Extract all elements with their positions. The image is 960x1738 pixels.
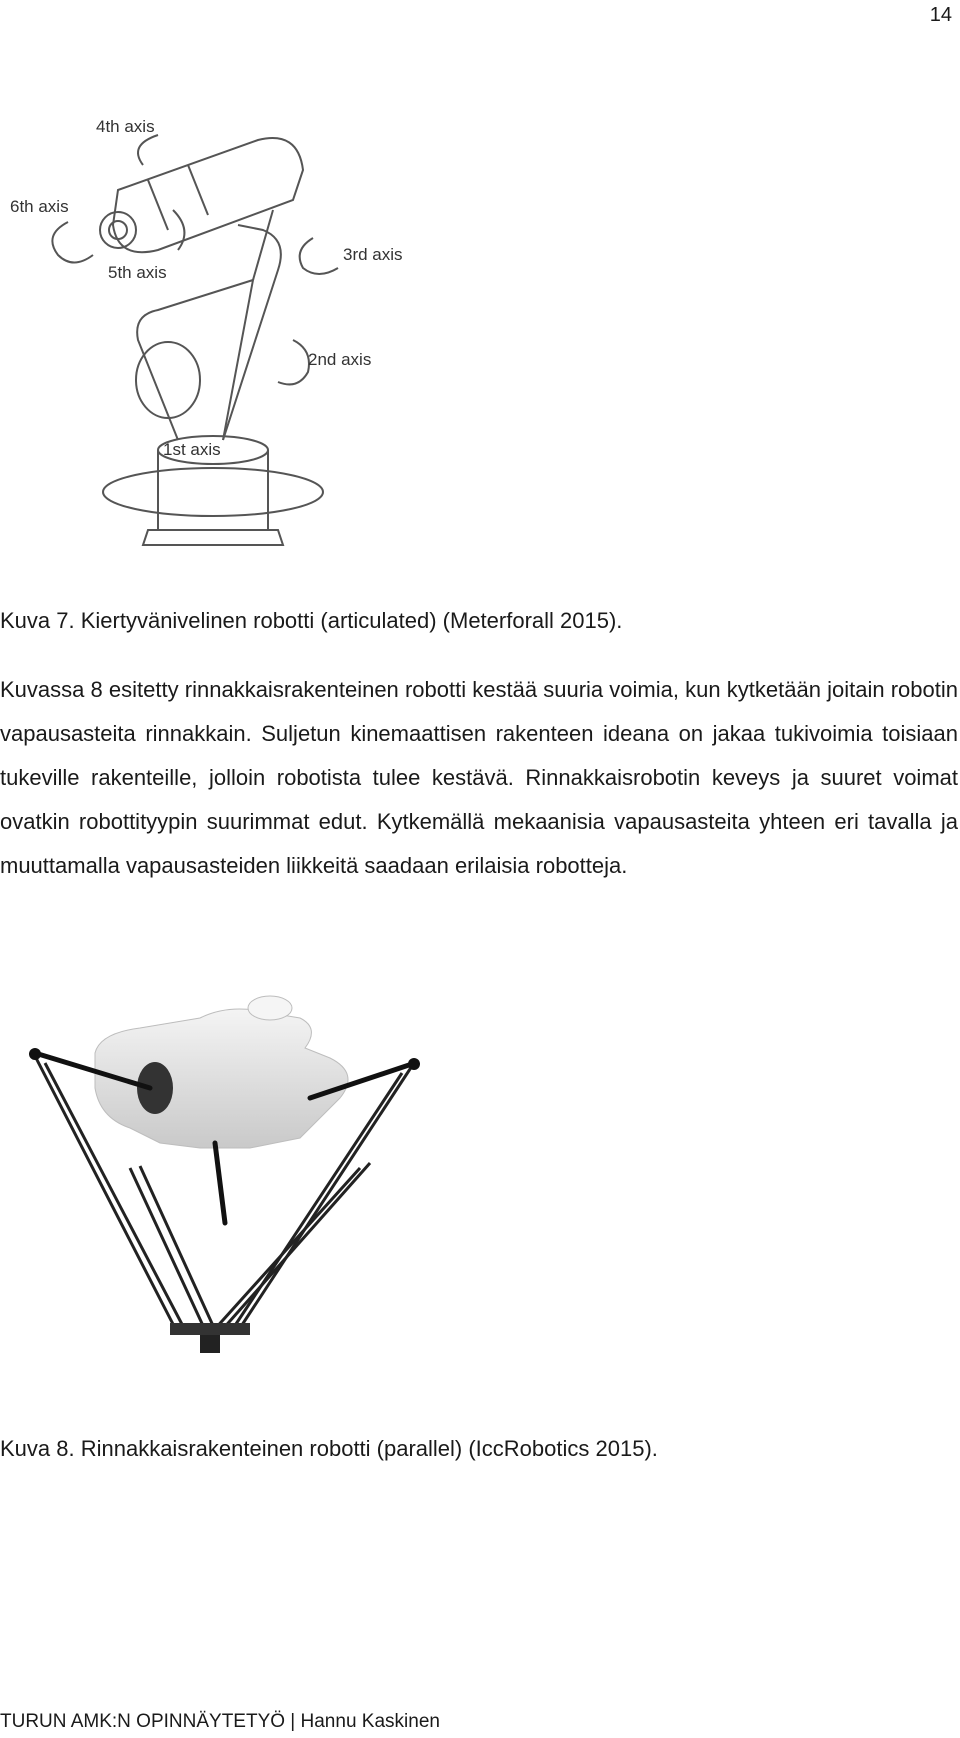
axis-label-3rd: 3rd axis (343, 245, 403, 264)
figure-7-caption: Kuva 7. Kiertyvänivelinen robotti (articulated) (Meterforall 2015). (0, 608, 623, 633)
axis-label-2nd: 2nd axis (308, 350, 372, 369)
axis-label-4th: 4th axis (96, 120, 155, 136)
page-number: 14 (929, 4, 952, 26)
axis-label-5th: 5th axis (108, 263, 167, 282)
articulated-robot-figure (8, 120, 468, 560)
page-footer: TURUN AMK:N OPINNÄYTETYÖ | Hannu Kaskinen (0, 1711, 440, 1732)
axis-label-6th: 6th axis (10, 197, 69, 216)
axis-label-1st: 1st axis (163, 440, 221, 459)
figure-8-caption: Kuva 8. Rinnakkaisrakenteinen robotti (parallel) (IccRobotics 2015). (0, 1436, 658, 1461)
body-paragraph: Kuvassa 8 esitetty rinnakkaisrakenteinen robotti kestää suuria voimia, kun kytketään joitain robotin vapausasteita rinnakkain. Suljetun kinemaattisen rakenteen ideana on jakaa tukivoimia toisiaan tukeville rakenteille, jolloin robotista tulee kestävä. Rinnakkaisrobotin keveys ja suuret voimat ovatkin robottityypin suurimmat edut. Kytkemällä mekaanisia vapausasteita yhteen eri tavalla ja muuttamalla vapausasteiden liikkeitä saadaan erilaisia robotteja. (0, 677, 958, 878)
parallel-robot-figure (0, 978, 442, 1396)
